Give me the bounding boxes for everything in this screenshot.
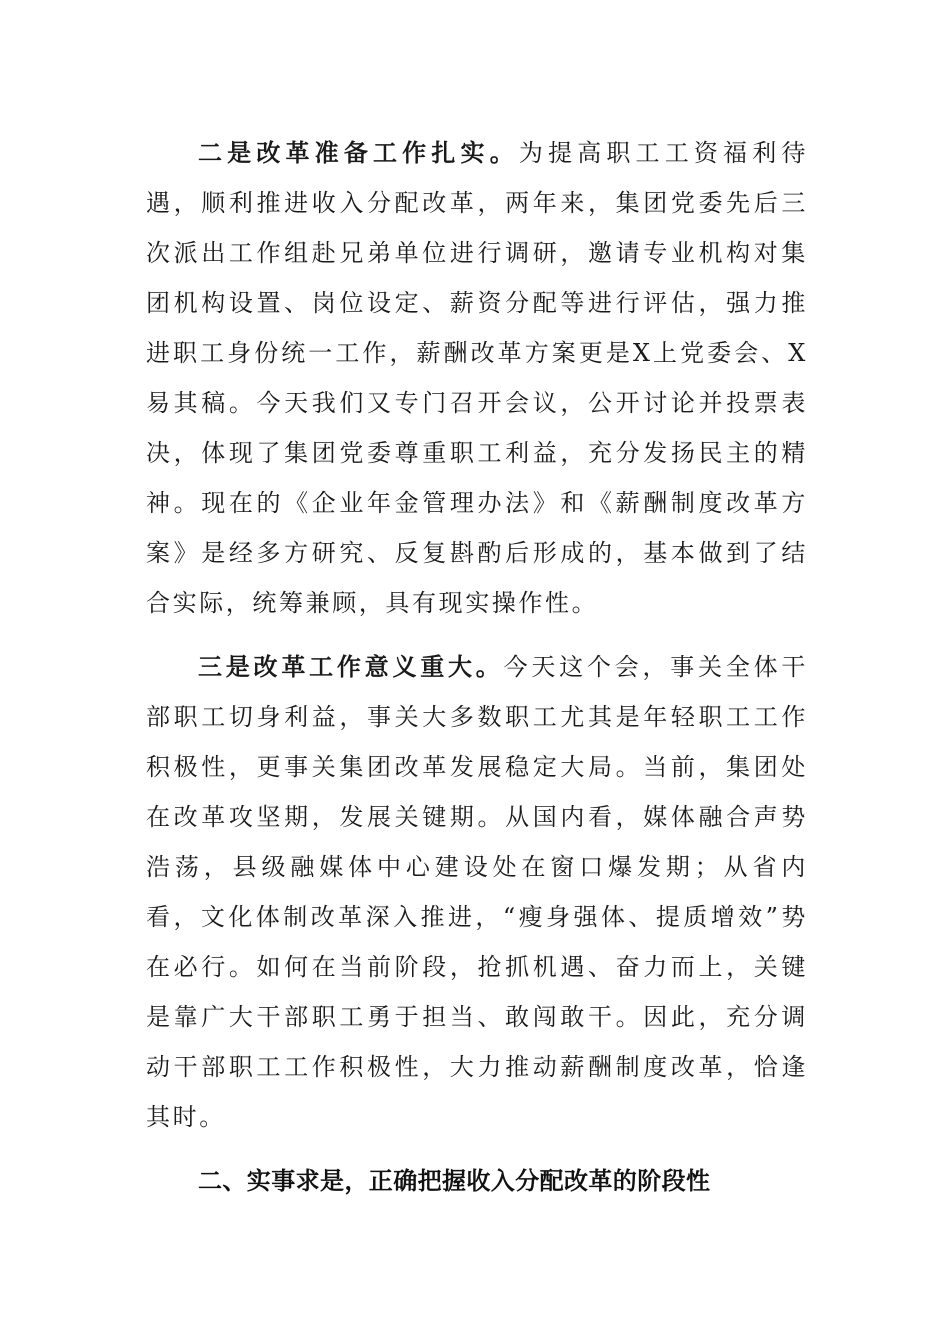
paragraph-lead: 二是改革准备工作扎实。: [198, 138, 519, 167]
document-body: [146, 128, 808, 1206]
paragraph-reform-significance: [146, 642, 808, 1142]
paragraph-lead: 三是改革工作意义重大。: [198, 652, 504, 681]
paragraph-text: 今天这个会，事关全体干部职工切身利益，事关大多数职工尤其是年轻职工工作积极性，更事关集团改革发展稳定大局。当前，集团处在改革攻坚期，发展关键期。从国内看，媒体融合声势浩荡，县级融媒体中心建设处在窗口爆发期；从省内看，文化体制改革深入推进，“瘦身强体、提质增效”势在必行。如何在当前阶段，抢抓机遇、奋力而上，关键是靠广大干部职工勇于担当、敢闯敢干。因此，充分调动干部职工工作积极性，大力推动薪酬制度改革，恰逢其时。: [146, 653, 808, 1131]
section-heading: 二、实事求是，正确把握收入分配改革的阶段性: [198, 1167, 711, 1195]
paragraph-reform-preparation: [146, 128, 808, 628]
paragraph-text: 为提高职工工资福利待遇，顺利推进收入分配改革，两年来，集团党委先后三次派出工作组赴兄弟单位进行调研，邀请专业机构对集团机构设置、岗位设定、薪资分配等进行评估，强力推进职工身份统一工作，薪酬改革方案更是X上党委会、X易其稿。今天我们又专门召开会议，公开讨论并投票表决，体现了集团党委尊重职工利益，充分发扬民主的精神。现在的《企业年金管理办法》和《薪酬制度改革方案》是经多方研究、反复斟酌后形成的，基本做到了结合实际，统筹兼顾，具有现实操作性。: [146, 139, 809, 617]
